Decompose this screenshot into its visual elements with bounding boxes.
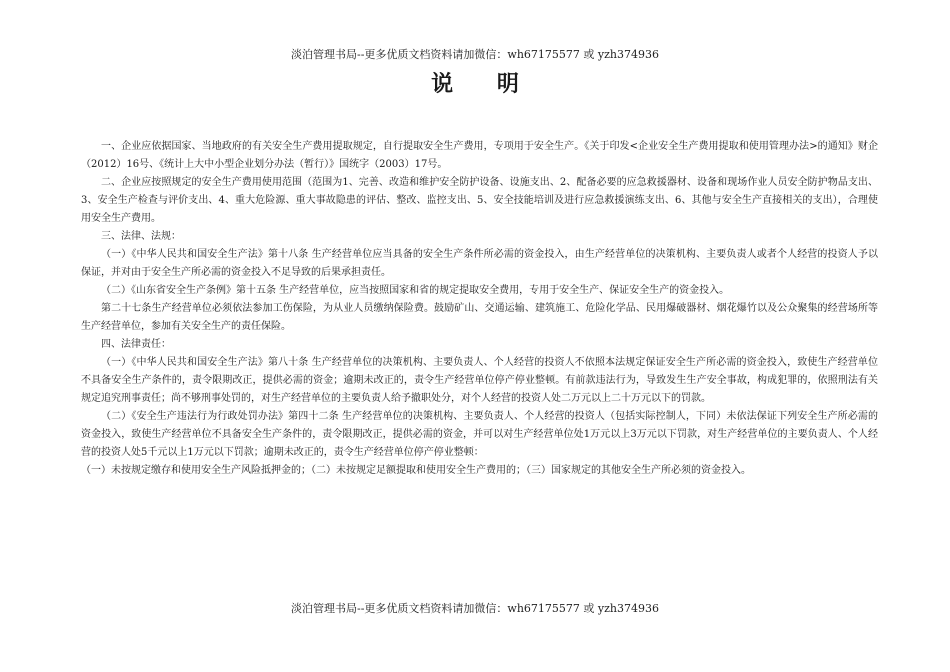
page-footer-note: 淡泊管理书局--更多优质文档资料请加微信：wh67175577 或 yzh374936 (291, 602, 659, 615)
paragraph-4: （一）《中华人民共和国安全生产法》第十八条 生产经营单位应当具备的安全生产条件所必需的资金投入，由生产经营单位的决策机构、主要负责人或者个人经营的投资人予以保证，并对由于安全生产所必需的资金投入不足导致的后果承担责任。 (81, 249, 878, 278)
paragraph-7-heading: 四、法律责任： (101, 339, 171, 350)
document-title: 说 明 (431, 71, 537, 97)
paragraph-3-heading: 三、法律、法规： (101, 231, 181, 242)
paragraph-2: 二、企业应按照规定的安全生产费用使用范围（范围为1、完善、改造和维护安全防护设备、设施支出、2、配备必要的应急救援器材、设备和现场作业人员安全防护物品支出、3、安全生产检查与评价支出、4、重大危险源、重大事故隐患的评估、整改、监控支出、5、安全技能培训及进行应急救援演练支出、6、其他与安全生产直接相关的支出），合理使用安全生产费用。 (81, 177, 878, 224)
paragraph-1: 一、企业应依据国家、当地政府的有关安全生产费用提取规定，自行提取安全生产费用，专项用于安全生产。《关于印发<企业安全生产费用提取和使用管理办法>的通知》财企（2012）16号、《统计上大中小型企业划分办法（暂行）》国统字（2003）17号。 (81, 141, 878, 170)
paragraph-8: （一）《中华人民共和国安全生产法》第八十条 生产经营单位的决策机构、主要负责人、个人经营的投资人不依照本法规定保证安全生产所必需的资金投入，致使生产经营单位不具备安全生产条件的，责令限期改正，提供必需的资金；逾期未改正的，责令生产经营单位停产停业整顿。有前款违法行为，导致发生生产安全事故，构成犯罪的，依照刑法有关规定追究刑事责任；尚不够刑事处罚的，对生产经营单位的主要负责人给予撤职处分，对个人经营的投资人处二万元以上二十万元以下的罚款。 (81, 357, 878, 404)
page-header-note: 淡泊管理书局--更多优质文档资料请加微信：wh67175577 或 yzh374936 (291, 48, 659, 61)
paragraph-10: （一）未按规定缴存和使用安全生产风险抵押金的；（二）未按规定足额提取和使用安全生产费用的；（三）国家规定的其他安全生产所必须的资金投入。 (81, 465, 751, 476)
paragraph-6: 第二十七条生产经营单位必须依法参加工伤保险，为从业人员缴纳保险费。鼓励矿山、交通运输、建筑施工、危险化学品、民用爆破器材、烟花爆竹以及公众聚集的经营场所等生产经营单位，参加有关安全生产的责任保险。 (81, 303, 878, 332)
paragraph-5: （二）《山东省安全生产条例》第十五条 生产经营单位，应当按照国家和省的规定提取安全费用，专用于安全生产、保证安全生产的资金投入。 (101, 285, 730, 296)
document-body (81, 138, 878, 480)
paragraph-9: （二）《安全生产违法行为行政处罚办法》第四十二条 生产经营单位的决策机构、主要负责人、个人经营的投资人（包括实际控制人，下同）未依法保证下列安全生产所必需的资金投入，致使生产经营单位不具备安全生产条件的，责令限期改正，提供必需的资金，并可以对生产经营单位处1万元以上3万元以下罚款，对生产经营单位的主要负责人、个人经营的投资人处5千元以上1万元以下罚款；逾期未改正的，责令生产经营单位停产停业整顿： (81, 411, 878, 458)
